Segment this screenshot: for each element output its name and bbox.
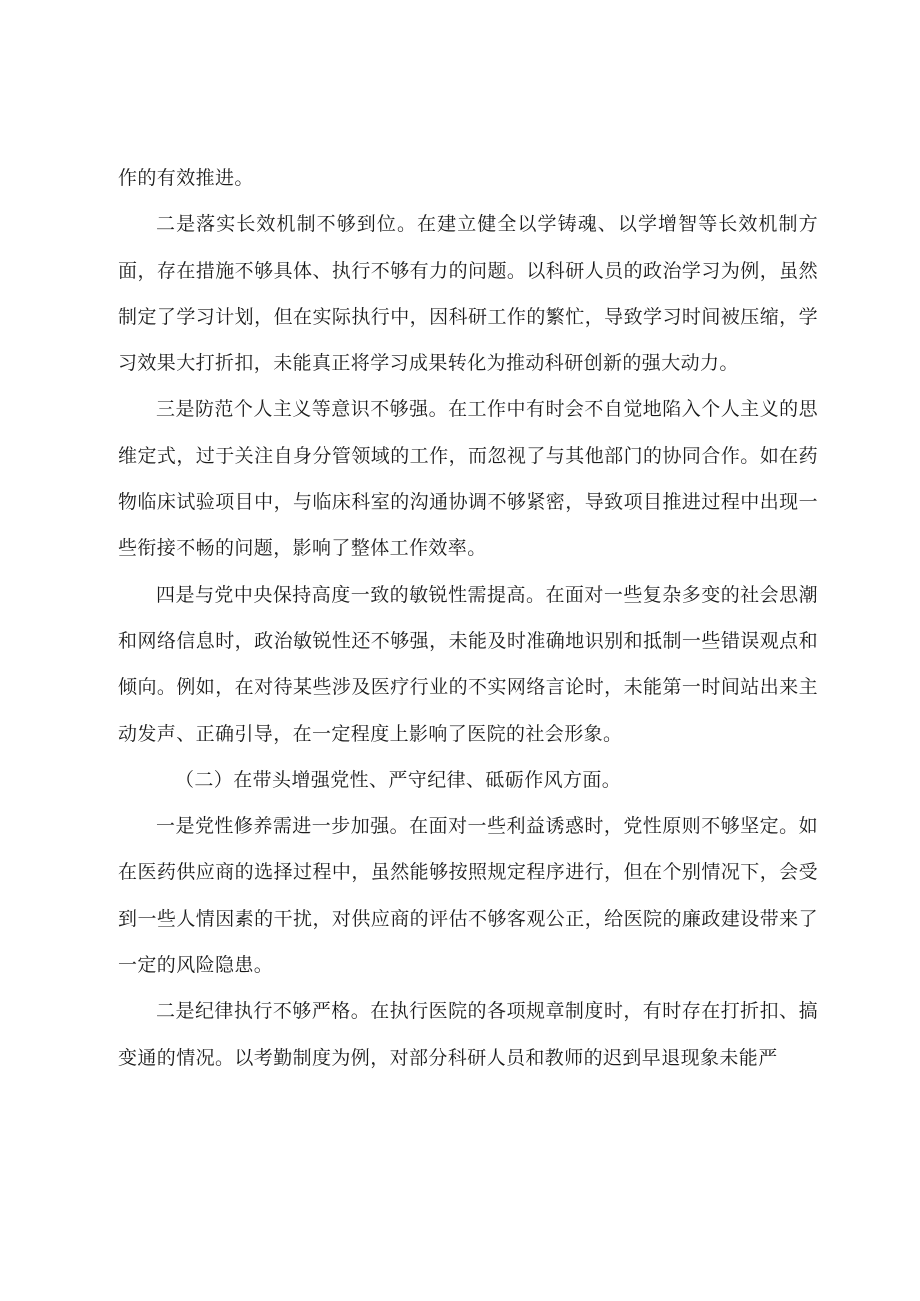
- section-heading: （二）在带头增强党性、严守纪律、砥砺作风方面。: [175, 768, 622, 791]
- document-body: [118, 155, 818, 1081]
- paragraph-long-term-mechanism: 二是落实长效机制不够到位。在建立健全以学铸魂、以学增智等长效机制方面，存在措施不够具体、执行不够有力的问题。以科研人员的政治学习为例，虽然制定了学习计划，但在实际执行中，因科研工作的繁忙，导致学习时间被压缩，学习效果大打折扣，未能真正将学习成果转化为推动科研创新的强大动力。: [118, 213, 818, 375]
- paragraph-continuation: 作的有效推进。: [118, 167, 254, 189]
- paragraph-party-spirit: 一是党性修养需进一步加强。在面对一些利益诱惑时，党性原则不够坚定。如在医药供应商的选择过程中，虽然能够按照规定程序进行，但在个别情况下，会受到一些人情因素的干扰，对供应商的评估不够客观公正，给医院的廉政建设带来了一定的风险隐患。: [118, 815, 818, 977]
- paragraph-discipline: 二是纪律执行不够严格。在执行医院的各项规章制度时，有时存在打折扣、搞变通的情况。以考勤制度为例，对部分科研人员和教师的迟到早退现象未能严: [118, 1000, 818, 1069]
- paragraph-political-sensitivity: 四是与党中央保持高度一致的敏锐性需提高。在面对一些复杂多变的社会思潮和网络信息时，政治敏锐性还不够强，未能及时准确地识别和抵制一些错误观点和倾向。例如，在对待某些涉及医疗行业的不实网络言论时，未能第一时间站出来主动发声、正确引导，在一定程度上影响了医院的社会形象。: [118, 583, 818, 745]
- paragraph-individualism: 三是防范个人主义等意识不够强。在工作中有时会不自觉地陷入个人主义的思维定式，过于关注自身分管领域的工作，而忽视了与其他部门的协同合作。如在药物临床试验项目中，与临床科室的沟通协调不够紧密，导致项目推进过程中出现一些衔接不畅的问题，影响了整体工作效率。: [118, 398, 818, 560]
